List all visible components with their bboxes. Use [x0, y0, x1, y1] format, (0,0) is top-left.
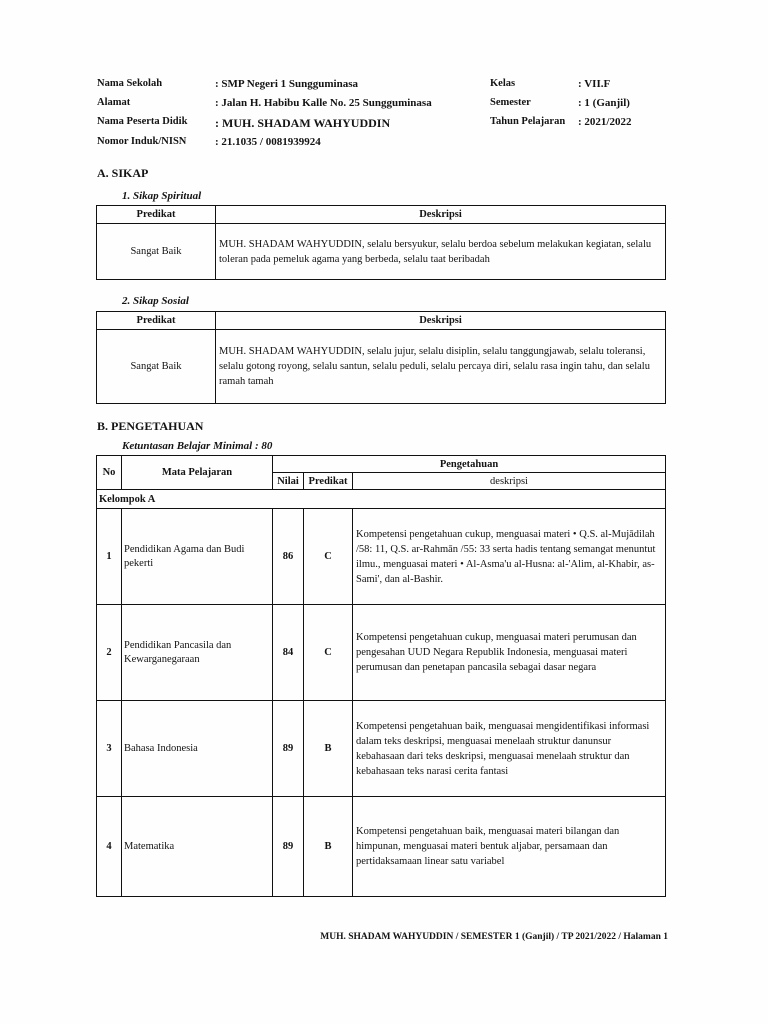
predikat-cell: Sangat Baik [97, 224, 216, 280]
sikap-spiritual-title: 1. Sikap Spiritual [122, 190, 202, 202]
col-deskripsi: Deskripsi [216, 206, 666, 224]
row-mapel: Pendidikan Pancasila dan Kewarganegaraan [122, 605, 273, 701]
row-predikat: B [304, 797, 353, 897]
col-predikat: Predikat [97, 206, 216, 224]
col-mata-pelajaran: Mata Pelajaran [122, 456, 273, 490]
col-predikat: Predikat [304, 473, 353, 490]
school-name-value: : SMP Negeri 1 Sungguminasa [215, 78, 359, 90]
row-mapel: Matematika [122, 797, 273, 897]
kelompok-label: Kelompok A [97, 490, 273, 509]
predikat-cell: Sangat Baik [97, 330, 216, 404]
semester-value: : 1 (Ganjil) [578, 97, 630, 109]
school-year-value: : 2021/2022 [578, 116, 632, 128]
nisn-value: : 21.1035 / 0081939924 [215, 136, 321, 148]
col-deskripsi: Deskripsi [216, 312, 666, 330]
row-deskripsi: Kompetensi pengetahuan cukup, menguasai materi perumusan dan pengesahan UUD Negara Republik Indonesia, menguasai materi perumusan dan penetapan pancasila sebagai dasar negara [353, 605, 666, 701]
student-name-value: : MUH. SHADAM WAHYUDDIN [215, 116, 391, 130]
row-mapel: Bahasa Indonesia [122, 701, 273, 797]
row-no: 1 [97, 509, 122, 605]
table-row [97, 605, 666, 701]
table-row [97, 224, 666, 280]
row-predikat: C [304, 605, 353, 701]
col-deskripsi: deskripsi [353, 473, 666, 490]
nisn-label: Nomor Induk/NISN [97, 136, 187, 147]
col-predikat: Predikat [97, 312, 216, 330]
group-row [97, 490, 666, 509]
table-header-row [97, 206, 666, 224]
row-nilai: 89 [273, 701, 304, 797]
pengetahuan-table [96, 455, 666, 897]
table-row [97, 330, 666, 404]
row-predikat: B [304, 701, 353, 797]
table-row [97, 797, 666, 897]
section-pengetahuan-title: B. PENGETAHUAN [97, 419, 204, 433]
sikap-sosial-title: 2. Sikap Sosial [122, 295, 189, 307]
row-nilai: 84 [273, 605, 304, 701]
address-value: : Jalan H. Habibu Kalle No. 25 Sungguminasa [215, 97, 432, 109]
deskripsi-cell: MUH. SHADAM WAHYUDDIN, selalu jujur, selalu disiplin, selalu tanggungjawab, selalu toleransi, selalu gotong royong, selalu santun, selalu peduli, selalu percaya diri, selalu rasa ingin tahu, dan selalu ramah tamah [216, 330, 666, 404]
row-deskripsi: Kompetensi pengetahuan cukup, menguasai materi • Q.S. al-Mujādilah /58: 11, Q.S. ar-Rahmān /55: 33 serta hadis tentang semangat menuntut ilmu., menguasai materi • Al-Asma'u al-Husna: al-'Alim, al-Khabir, as-Sami', dan al-Bashir. [353, 509, 666, 605]
kkm-label: Ketuntasan Belajar Minimal : 80 [122, 440, 273, 452]
row-deskripsi: Kompetensi pengetahuan baik, menguasai materi bilangan dan himpunan, menguasai materi bentuk aljabar, persamaan dan pertidaksamaan linear satu variabel [353, 797, 666, 897]
section-sikap-title: A. SIKAP [97, 166, 149, 180]
student-name-label: Nama Peserta Didik [97, 116, 188, 127]
table-row [97, 701, 666, 797]
class-value: : VII.F [578, 78, 611, 90]
col-nilai: Nilai [273, 473, 304, 490]
row-nilai: 89 [273, 797, 304, 897]
row-no: 4 [97, 797, 122, 897]
table-header-row [97, 456, 666, 473]
sikap-spiritual-table [96, 205, 666, 280]
row-deskripsi: Kompetensi pengetahuan baik, menguasai mengidentifikasi informasi dalam teks deskripsi, menguasai menelaah struktur danunsur kebahasaan dari teks deskripsi, menguasai menelaah struktur dan kebahasaan teks narasi cerita fantasi [353, 701, 666, 797]
row-no: 3 [97, 701, 122, 797]
empty-cell [353, 490, 666, 509]
school-name-label: Nama Sekolah [97, 78, 163, 89]
col-no: No [97, 456, 122, 490]
row-predikat: C [304, 509, 353, 605]
class-label: Kelas [490, 78, 516, 89]
page-footer: MUH. SHADAM WAHYUDDIN / SEMESTER 1 (Ganjil) / TP 2021/2022 / Halaman 1 [320, 932, 668, 942]
deskripsi-cell: MUH. SHADAM WAHYUDDIN, selalu bersyukur, selalu berdoa sebelum melakukan kegiatan, selalu toleran pada pemeluk agama yang berbeda, selalu taat beribadah [216, 224, 666, 280]
empty-cell [304, 490, 353, 509]
row-nilai: 86 [273, 509, 304, 605]
row-no: 2 [97, 605, 122, 701]
table-header-row [97, 312, 666, 330]
col-pengetahuan-group: Pengetahuan [273, 456, 666, 473]
empty-cell [273, 490, 304, 509]
sikap-sosial-table [96, 311, 666, 404]
school-year-label: Tahun Pelajaran [490, 116, 566, 127]
semester-label: Semester [490, 97, 531, 108]
row-mapel: Pendidikan Agama dan Budi pekerti [122, 509, 273, 605]
address-label: Alamat [97, 97, 131, 108]
table-row [97, 509, 666, 605]
